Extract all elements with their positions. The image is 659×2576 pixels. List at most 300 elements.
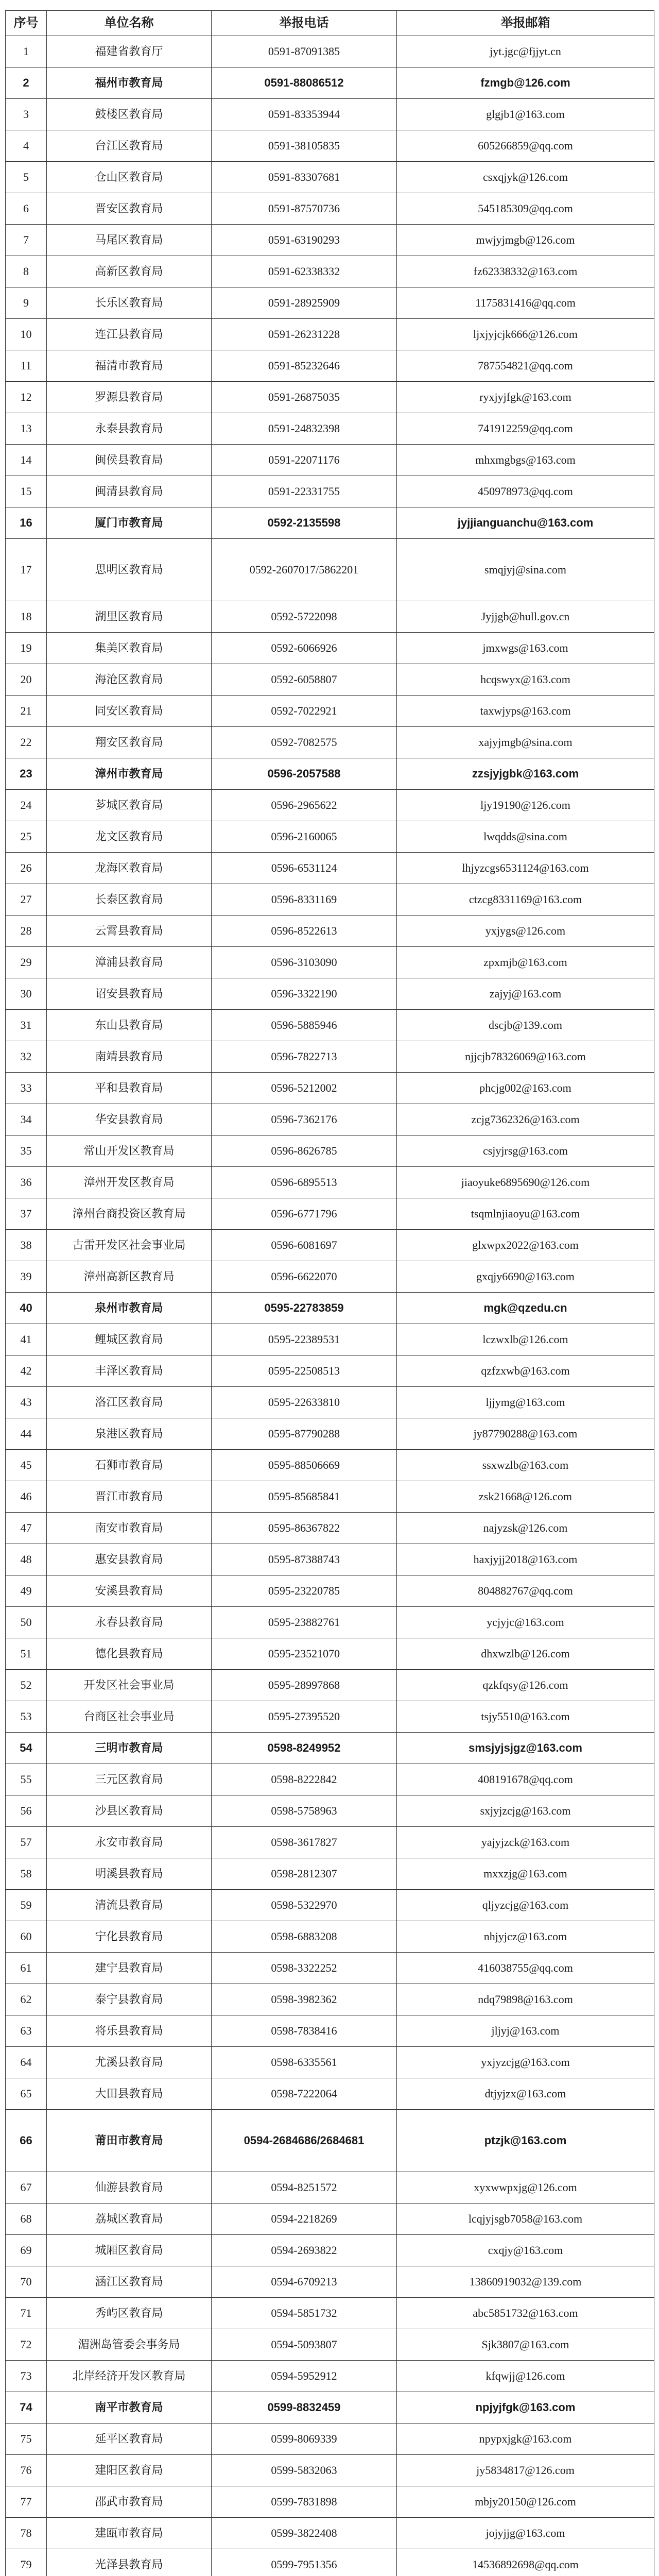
report-phone: 0595-22508513 [212,1355,397,1387]
report-email: tsjy5510@163.com [397,1701,654,1733]
report-email: 450978973@qq.com [397,476,654,507]
report-phone: 0596-6081697 [212,1230,397,1261]
report-email: Jyjjgb@hull.gov.cn [397,601,654,633]
report-phone: 0599-8832459 [212,2392,397,2424]
report-phone: 0591-87570736 [212,193,397,225]
report-phone: 0596-5885946 [212,1010,397,1041]
table-row [6,1544,654,1575]
report-email: mhxmgbgs@163.com [397,445,654,476]
row-number: 34 [6,1104,47,1136]
unit-name: 同安区教育局 [47,696,212,727]
report-email: xyxwwpxjg@126.com [397,2172,654,2204]
row-number: 33 [6,1073,47,1104]
unit-name: 仓山区教育局 [47,162,212,193]
row-number: 56 [6,1795,47,1827]
row-number: 30 [6,978,47,1010]
table-row [6,287,654,319]
report-email: 741912259@qq.com [397,413,654,445]
report-email: abc5851732@163.com [397,2298,654,2329]
table-row [6,2078,654,2110]
unit-name: 海沧区教育局 [47,664,212,696]
row-number: 29 [6,947,47,978]
unit-name: 仙游县教育局 [47,2172,212,2204]
table-row [6,2172,654,2204]
table-row [6,1230,654,1261]
row-number: 32 [6,1041,47,1073]
row-number: 61 [6,1953,47,1984]
report-email: dscjb@139.com [397,1010,654,1041]
row-number: 69 [6,2235,47,2266]
row-number: 37 [6,1198,47,1230]
row-number: 79 [6,2549,47,2576]
unit-name: 建阳区教育局 [47,2455,212,2486]
unit-name: 洛江区教育局 [47,1387,212,1418]
table-row [6,2235,654,2266]
report-email: npjyjfgk@163.com [397,2392,654,2424]
table-row [6,2329,654,2361]
unit-name: 漳州高新区教育局 [47,1261,212,1293]
table-row [6,1041,654,1073]
report-email: 787554821@qq.com [397,350,654,382]
report-phone: 0599-5832063 [212,2455,397,2486]
table-row [6,633,654,664]
report-phone: 0598-2812307 [212,1858,397,1890]
table-row [6,382,654,413]
unit-name: 秀屿区教育局 [47,2298,212,2329]
row-number: 54 [6,1733,47,1764]
report-email: mbjy20150@126.com [397,2486,654,2518]
unit-name: 芗城区教育局 [47,790,212,821]
report-email: cxqjy@163.com [397,2235,654,2266]
report-email: mwjyjmgb@126.com [397,225,654,256]
report-email: 416038755@qq.com [397,1953,654,1984]
header-unit-name: 单位名称 [47,11,212,36]
report-phone: 0595-86367822 [212,1513,397,1544]
row-number: 20 [6,664,47,696]
unit-name: 思明区教育局 [47,539,212,601]
report-phone: 0595-88506669 [212,1450,397,1481]
table-row [6,67,654,99]
row-number: 72 [6,2329,47,2361]
table-row [6,256,654,287]
report-email: haxjyjj2018@163.com [397,1544,654,1575]
unit-name: 三元区教育局 [47,1764,212,1795]
table-row [6,36,654,67]
table-row [6,1764,654,1795]
report-phone: 0596-3103090 [212,947,397,978]
table-row [6,1984,654,2015]
row-number: 4 [6,130,47,162]
unit-name: 云霄县教育局 [47,916,212,947]
table-row [6,507,654,539]
report-phone: 0595-28997868 [212,1670,397,1701]
report-phone: 0594-5093807 [212,2329,397,2361]
table-row [6,350,654,382]
row-number: 60 [6,1921,47,1953]
report-email: dhxwzlb@126.com [397,1638,654,1670]
unit-name: 漳州开发区教育局 [47,1167,212,1198]
unit-name: 马尾区教育局 [47,225,212,256]
row-number: 73 [6,2361,47,2392]
report-phone: 0591-22331755 [212,476,397,507]
unit-name: 漳州市教育局 [47,758,212,790]
table-row [6,162,654,193]
row-number: 6 [6,193,47,225]
row-number: 59 [6,1890,47,1921]
table-row [6,853,654,884]
header-no: 序号 [6,11,47,36]
row-number: 49 [6,1575,47,1607]
report-email: njjcjb78326069@163.com [397,1041,654,1073]
unit-name: 湖里区教育局 [47,601,212,633]
report-email: jiaoyuke6895690@126.com [397,1167,654,1198]
unit-name: 晋安区教育局 [47,193,212,225]
row-number: 5 [6,162,47,193]
unit-name: 永春县教育局 [47,1607,212,1638]
row-number: 76 [6,2455,47,2486]
report-email: glxwpx2022@163.com [397,1230,654,1261]
table-row [6,1701,654,1733]
report-phone: 0596-6895513 [212,1167,397,1198]
table-row [6,1921,654,1953]
unit-name: 大田县教育局 [47,2078,212,2110]
unit-name: 涵江区教育局 [47,2266,212,2298]
report-email: taxwjyps@163.com [397,696,654,727]
unit-name: 丰泽区教育局 [47,1355,212,1387]
report-email: Sjk3807@163.com [397,2329,654,2361]
report-email: 13860919032@139.com [397,2266,654,2298]
report-email: smsjyjsjgz@163.com [397,1733,654,1764]
unit-name: 南靖县教育局 [47,1041,212,1073]
unit-name: 东山县教育局 [47,1010,212,1041]
table-row [6,1575,654,1607]
report-phone: 0598-5322970 [212,1890,397,1921]
row-number: 66 [6,2110,47,2172]
report-email: ljxjyjcjk666@126.com [397,319,654,350]
row-number: 18 [6,601,47,633]
report-phone: 0599-8069339 [212,2424,397,2455]
unit-name: 平和县教育局 [47,1073,212,1104]
unit-name: 集美区教育局 [47,633,212,664]
unit-name: 罗源县教育局 [47,382,212,413]
report-phone: 0595-85685841 [212,1481,397,1513]
report-phone: 0592-7022921 [212,696,397,727]
table-row [6,1858,654,1890]
unit-name: 安溪县教育局 [47,1575,212,1607]
row-number: 64 [6,2047,47,2078]
report-phone: 0594-2693822 [212,2235,397,2266]
row-number: 57 [6,1827,47,1858]
row-number: 10 [6,319,47,350]
header-row [6,11,654,36]
unit-name: 永安市教育局 [47,1827,212,1858]
report-email: ljjymg@163.com [397,1387,654,1418]
unit-name: 连江县教育局 [47,319,212,350]
report-phone: 0594-6709213 [212,2266,397,2298]
row-number: 77 [6,2486,47,2518]
report-phone: 0595-87790288 [212,1418,397,1450]
row-number: 21 [6,696,47,727]
row-number: 9 [6,287,47,319]
row-number: 63 [6,2015,47,2047]
row-number: 75 [6,2424,47,2455]
report-phone: 0592-2135598 [212,507,397,539]
report-phone: 0596-6771796 [212,1198,397,1230]
table-row [6,1513,654,1544]
row-number: 26 [6,853,47,884]
row-number: 23 [6,758,47,790]
table-row [6,2047,654,2078]
unit-name: 台江区教育局 [47,130,212,162]
report-phone: 0594-8251572 [212,2172,397,2204]
unit-name: 城厢区教育局 [47,2235,212,2266]
unit-name: 惠安县教育局 [47,1544,212,1575]
table-row [6,1010,654,1041]
unit-name: 三明市教育局 [47,1733,212,1764]
table-row [6,1638,654,1670]
report-phone: 0595-22783859 [212,1293,397,1324]
row-number: 78 [6,2518,47,2549]
table-row [6,2455,654,2486]
unit-name: 永泰县教育局 [47,413,212,445]
row-number: 68 [6,2204,47,2235]
report-phone: 0595-87388743 [212,1544,397,1575]
report-email: xajyjmgb@sina.com [397,727,654,758]
table-row [6,193,654,225]
report-phone: 0595-23220785 [212,1575,397,1607]
row-number: 52 [6,1670,47,1701]
table-row [6,916,654,947]
report-email: csjyjrsg@163.com [397,1136,654,1167]
table-row [6,99,654,130]
row-number: 28 [6,916,47,947]
report-phone: 0596-6531124 [212,853,397,884]
table-row [6,1324,654,1355]
table-row [6,2298,654,2329]
row-number: 45 [6,1450,47,1481]
table-row [6,1418,654,1450]
unit-name: 石狮市教育局 [47,1450,212,1481]
unit-name: 福建省教育厅 [47,36,212,67]
report-phone: 0591-26875035 [212,382,397,413]
report-email: zcjg7362326@163.com [397,1104,654,1136]
row-number: 8 [6,256,47,287]
unit-name: 长泰区教育局 [47,884,212,916]
unit-name: 湄洲岛管委会事务局 [47,2329,212,2361]
table-row [6,2486,654,2518]
table-row [6,476,654,507]
report-phone: 0595-23521070 [212,1638,397,1670]
unit-name: 鼓楼区教育局 [47,99,212,130]
table-row [6,1104,654,1136]
report-email: ndq79898@163.com [397,1984,654,2015]
table-row [6,539,654,601]
row-number: 25 [6,821,47,853]
report-email: mgk@qzedu.cn [397,1293,654,1324]
table-row [6,1607,654,1638]
row-number: 51 [6,1638,47,1670]
report-email: yajyjzck@163.com [397,1827,654,1858]
table-row [6,821,654,853]
report-phone: 0592-5722098 [212,601,397,633]
report-phone: 0591-85232646 [212,350,397,382]
table-row [6,2424,654,2455]
report-phone: 0594-5952912 [212,2361,397,2392]
row-number: 1 [6,36,47,67]
row-number: 27 [6,884,47,916]
report-phone: 0592-6058807 [212,664,397,696]
table-row [6,664,654,696]
table-row [6,413,654,445]
report-email: 605266859@qq.com [397,130,654,162]
report-phone: 0591-88086512 [212,67,397,99]
unit-name: 漳州台商投资区教育局 [47,1198,212,1230]
table-row [6,1953,654,1984]
row-number: 16 [6,507,47,539]
table-row [6,2392,654,2424]
report-phone: 0598-7222064 [212,2078,397,2110]
report-phone: 0591-28925909 [212,287,397,319]
report-email: jojyjjg@163.com [397,2518,654,2549]
table-row [6,1387,654,1418]
report-email: jyjjianguanchu@163.com [397,507,654,539]
report-email: csxqjyk@126.com [397,162,654,193]
report-phone: 0599-7951356 [212,2549,397,2576]
header-email: 举报邮箱 [397,11,654,36]
table-body [6,36,654,2576]
report-email: ssxwzlb@163.com [397,1450,654,1481]
table-row [6,2110,654,2172]
table-row [6,978,654,1010]
report-email: dtjyjzx@163.com [397,2078,654,2110]
report-phone: 0595-22633810 [212,1387,397,1418]
table-row [6,1827,654,1858]
unit-name: 华安县教育局 [47,1104,212,1136]
report-email: 545185309@qq.com [397,193,654,225]
unit-name: 北岸经济开发区教育局 [47,2361,212,2392]
report-phone: 0598-8222842 [212,1764,397,1795]
report-email: yxjygs@126.com [397,916,654,947]
row-number: 67 [6,2172,47,2204]
unit-name: 龙海区教育局 [47,853,212,884]
report-email: zajyj@163.com [397,978,654,1010]
report-email: 408191678@qq.com [397,1764,654,1795]
table-row [6,2015,654,2047]
unit-name: 延平区教育局 [47,2424,212,2455]
unit-name: 翔安区教育局 [47,727,212,758]
report-contacts-table [5,10,654,2576]
table-row [6,1167,654,1198]
report-email: sxjyjzcjg@163.com [397,1795,654,1827]
report-phone: 0591-26231228 [212,319,397,350]
report-phone: 0598-3322252 [212,1953,397,1984]
report-phone: 0598-6883208 [212,1921,397,1953]
report-phone: 0598-3617827 [212,1827,397,1858]
row-number: 58 [6,1858,47,1890]
row-number: 24 [6,790,47,821]
report-email: phcjg002@163.com [397,1073,654,1104]
unit-name: 常山开发区教育局 [47,1136,212,1167]
report-phone: 0595-23882761 [212,1607,397,1638]
report-email: mxxzjg@163.com [397,1858,654,1890]
unit-name: 荔城区教育局 [47,2204,212,2235]
row-number: 2 [6,67,47,99]
unit-name: 开发区社会事业局 [47,1670,212,1701]
row-number: 12 [6,382,47,413]
report-email: jyt.jgc@fjjyt.cn [397,36,654,67]
row-number: 48 [6,1544,47,1575]
report-email: gxqjy6690@163.com [397,1261,654,1293]
unit-name: 光泽县教育局 [47,2549,212,2576]
report-phone: 0591-87091385 [212,36,397,67]
row-number: 70 [6,2266,47,2298]
report-email: 804882767@qq.com [397,1575,654,1607]
unit-name: 高新区教育局 [47,256,212,287]
unit-name: 龙文区教育局 [47,821,212,853]
report-email: zpxmjb@163.com [397,947,654,978]
unit-name: 泉港区教育局 [47,1418,212,1450]
unit-name: 闽侯县教育局 [47,445,212,476]
report-phone: 0596-2160065 [212,821,397,853]
report-email: 14536892698@qq.com [397,2549,654,2576]
report-phone: 0591-22071176 [212,445,397,476]
report-email: npypxjgk@163.com [397,2424,654,2455]
unit-name: 厦门市教育局 [47,507,212,539]
unit-name: 明溪县教育局 [47,1858,212,1890]
table-row [6,1198,654,1230]
report-email: qzkfqsy@126.com [397,1670,654,1701]
report-email: glgjb1@163.com [397,99,654,130]
row-number: 13 [6,413,47,445]
table-row [6,727,654,758]
row-number: 41 [6,1324,47,1355]
table-row [6,1073,654,1104]
row-number: 11 [6,350,47,382]
row-number: 53 [6,1701,47,1733]
report-phone: 0592-2607017/5862201 [212,539,397,601]
unit-name: 诏安县教育局 [47,978,212,1010]
table-row [6,445,654,476]
unit-name: 沙县区教育局 [47,1795,212,1827]
table-row [6,1481,654,1513]
table-row [6,790,654,821]
report-phone: 0599-3822408 [212,2518,397,2549]
report-email: jmxwgs@163.com [397,633,654,664]
table-row [6,225,654,256]
report-email: jy5834817@126.com [397,2455,654,2486]
row-number: 40 [6,1293,47,1324]
unit-name: 泉州市教育局 [47,1293,212,1324]
row-number: 22 [6,727,47,758]
report-phone: 0596-8331169 [212,884,397,916]
report-phone: 0596-6622070 [212,1261,397,1293]
report-phone: 0598-8249952 [212,1733,397,1764]
unit-name: 清流县教育局 [47,1890,212,1921]
report-phone: 0595-22389531 [212,1324,397,1355]
row-number: 47 [6,1513,47,1544]
report-phone: 0596-5212002 [212,1073,397,1104]
report-email: yxjyzcjg@163.com [397,2047,654,2078]
report-phone: 0598-3982362 [212,1984,397,2015]
report-phone: 0599-7831898 [212,2486,397,2518]
report-phone: 0592-7082575 [212,727,397,758]
unit-name: 晋江市教育局 [47,1481,212,1513]
row-number: 44 [6,1418,47,1450]
row-number: 39 [6,1261,47,1293]
table-row [6,1670,654,1701]
report-email: lcqjyjsgb7058@163.com [397,2204,654,2235]
row-number: 15 [6,476,47,507]
